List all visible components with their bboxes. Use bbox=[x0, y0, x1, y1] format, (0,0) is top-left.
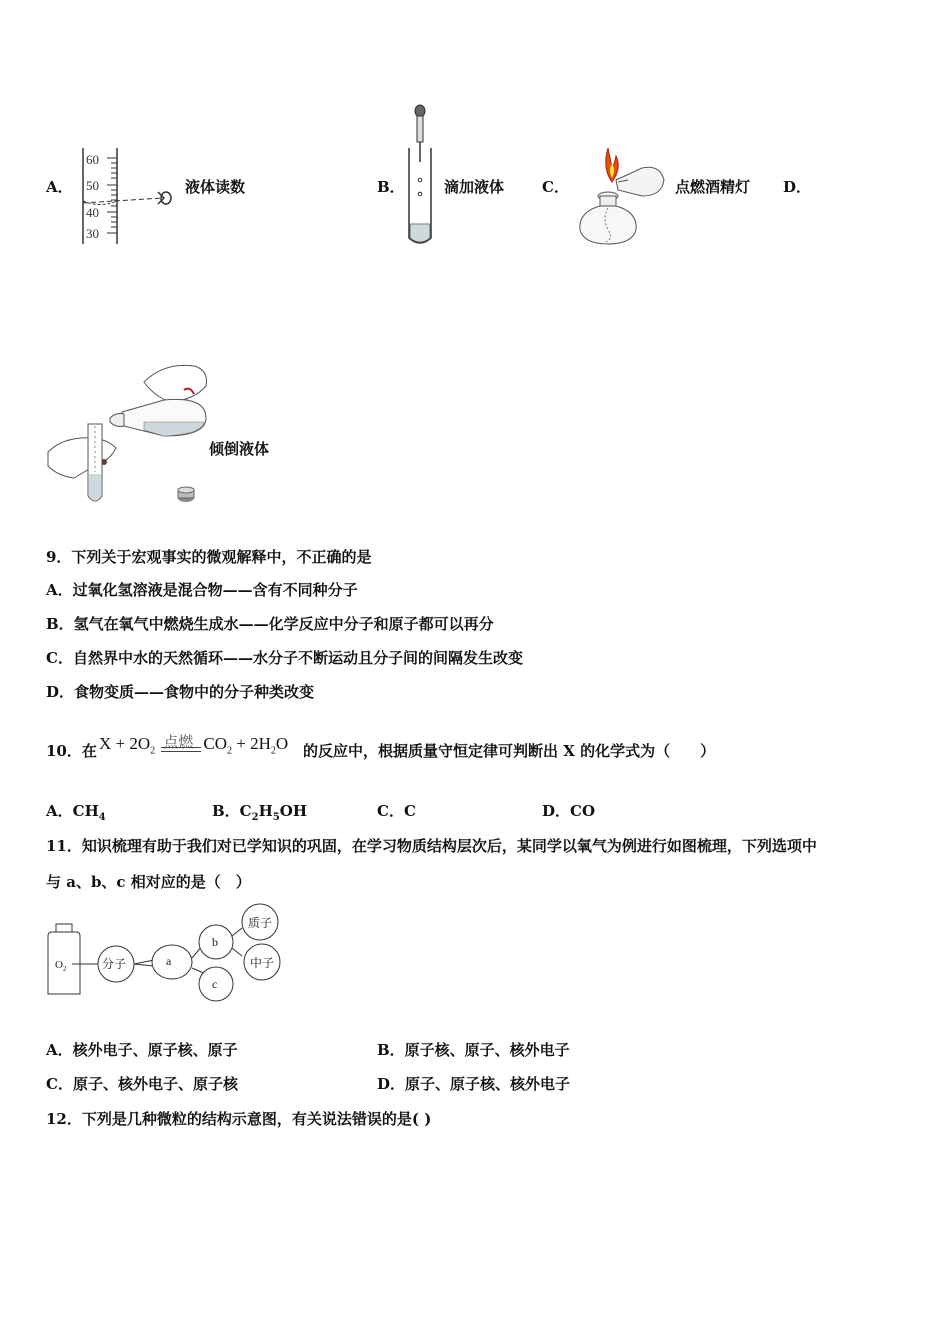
q10-option-a bbox=[46, 802, 106, 827]
co2-subscript: 2 bbox=[227, 745, 233, 757]
equation-o: O bbox=[275, 734, 289, 753]
option-a-label: 液体读数 bbox=[185, 178, 246, 196]
q9-option-c: C．自然界中水的天然循环——水分子不断运动且分子间的间隔发生改变 bbox=[46, 649, 523, 667]
tick-40: 40 bbox=[86, 205, 99, 220]
q9-option-b: B．氢气在氧气中燃烧生成水——化学反应中分子和原子都可以再分 bbox=[46, 615, 494, 633]
q11-option-b: B．原子核、原子、核外电子 bbox=[377, 1041, 570, 1059]
equal-line-top bbox=[161, 747, 201, 748]
h2o-subscript: 2 bbox=[270, 745, 276, 757]
molecule-label: 分子 bbox=[102, 957, 127, 971]
q10-prefix: 10．在 bbox=[46, 742, 97, 760]
c2-subscript: 2 bbox=[251, 812, 259, 823]
equation bbox=[99, 734, 288, 756]
alcohol-lamp-illustration bbox=[572, 138, 672, 248]
tick-50: 50 bbox=[86, 178, 99, 193]
dropper-test-tube-illustration bbox=[402, 102, 442, 250]
h5-subscript: 5 bbox=[272, 812, 280, 823]
option-c-letter: C． bbox=[542, 178, 569, 196]
condition-label: 点燃 bbox=[163, 735, 194, 751]
q11-option-c: C．原子、核外电子、原子核 bbox=[46, 1075, 238, 1093]
pouring-liquid-illustration bbox=[44, 356, 214, 512]
equation-left: X + 2O bbox=[99, 734, 151, 753]
q10-option-d: D．CO bbox=[542, 802, 596, 820]
q11-option-a: A．核外电子、原子核、原子 bbox=[46, 1041, 238, 1059]
option-b-letter: B． bbox=[377, 178, 405, 196]
equation-h: + 2H bbox=[236, 734, 271, 753]
option-d-letter: D． bbox=[783, 178, 812, 196]
q10-option-b-prefix: B．C bbox=[212, 802, 252, 820]
q11-stem-line2: 与 a、b、c 相对应的是（ ） bbox=[46, 873, 251, 891]
equal-line-bottom bbox=[161, 751, 201, 752]
neutron-label: 中子 bbox=[250, 956, 275, 970]
equation-co: CO bbox=[203, 734, 228, 753]
bottle-body bbox=[48, 932, 80, 994]
ch4-subscript: 4 bbox=[98, 812, 106, 823]
node-a-label: a bbox=[166, 954, 172, 968]
q9-option-d: D．食物变质——食物中的分子种类改变 bbox=[46, 683, 315, 701]
option-c-label: 点燃酒精灯 bbox=[675, 178, 751, 196]
q10-suffix: 的反应中，根据质量守恒定律可判断出 X 的化学式为（ ） bbox=[303, 742, 716, 760]
eye-icon bbox=[161, 192, 171, 204]
option-d-label: 倾倒液体 bbox=[209, 440, 270, 458]
bottle-neck bbox=[56, 924, 72, 932]
proton-label: 质子 bbox=[248, 916, 273, 930]
q11-option-d: D．原子、原子核、核外电子 bbox=[377, 1075, 571, 1093]
node-c-label: c bbox=[212, 977, 218, 991]
o2-label: O bbox=[55, 959, 63, 971]
tick-60: 60 bbox=[86, 152, 99, 167]
q11-stem-line1: 11．知识梳理有助于我们对已学知识的巩固，在学习物质结构层次后，某同学以氧气为例进行如图梳理，下列选项中 bbox=[46, 837, 817, 855]
q10-option-b bbox=[212, 802, 307, 827]
q9-option-a: A．过氧化氢溶液是混合物——含有不同种分子 bbox=[46, 581, 358, 599]
o2-label-sub: 2 bbox=[62, 965, 67, 973]
oh-letters: OH bbox=[279, 802, 307, 820]
option-b-label: 滴加液体 bbox=[444, 178, 505, 196]
tick-30: 30 bbox=[86, 226, 99, 241]
q9-stem: 9．下列关于宏观事实的微观解释中，不正确的是 bbox=[46, 548, 372, 566]
option-a-letter: A． bbox=[46, 178, 73, 196]
o2-subscript: 2 bbox=[150, 745, 156, 757]
q10-option-c: C．C bbox=[377, 802, 416, 820]
q12-stem: 12．下列是几种微粒的结构示意图，有关说法错误的是( ) bbox=[46, 1110, 432, 1128]
node-a bbox=[152, 945, 192, 979]
h-letter: H bbox=[258, 802, 273, 820]
node-b-label: b bbox=[212, 935, 218, 949]
structure-hierarchy-diagram bbox=[44, 902, 290, 1002]
q10-option-a-text: A．CH bbox=[46, 802, 99, 820]
graduated-cylinder-illustration bbox=[80, 146, 180, 250]
